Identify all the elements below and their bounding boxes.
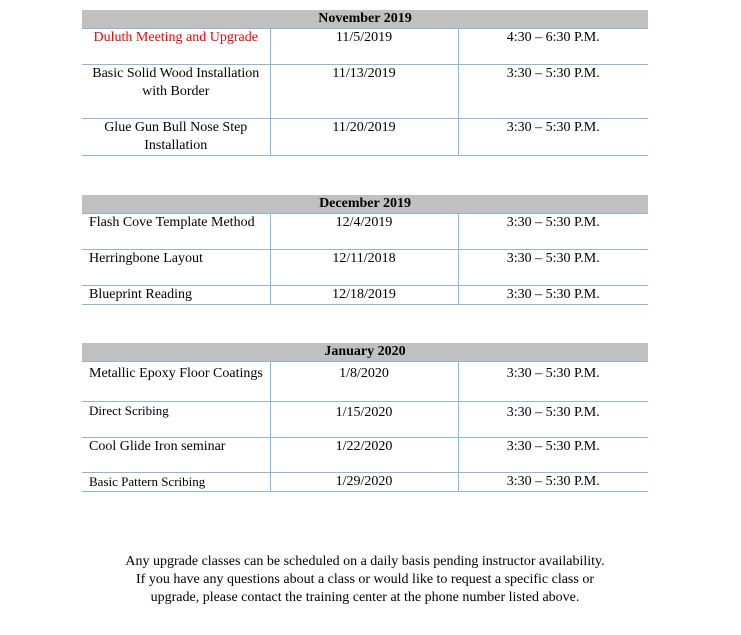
table-row: [82, 438, 648, 473]
class-name: Blueprint Reading: [82, 286, 270, 305]
class-name: Direct Scribing: [82, 402, 270, 438]
class-name: Metallic Epoxy Floor Coatings: [82, 362, 270, 402]
table-row: [82, 250, 648, 286]
table-row: [82, 286, 648, 305]
table-header-december: December 2019: [82, 195, 648, 214]
class-date: 12/4/2019: [270, 214, 458, 250]
december-2019-table: [82, 195, 648, 305]
january-2020-table: [82, 343, 648, 492]
table-row: [82, 29, 648, 65]
class-name: Herringbone Layout: [82, 250, 270, 286]
table-row: [82, 119, 648, 156]
class-time: 3:30 – 5:30 P.M.: [458, 286, 648, 305]
class-time: 3:30 – 5:30 P.M.: [458, 473, 648, 492]
class-name: Cool Glide Iron seminar: [82, 438, 270, 473]
class-time: 3:30 – 5:30 P.M.: [458, 402, 648, 438]
class-time: 3:30 – 5:30 P.M.: [458, 362, 648, 402]
class-time: 3:30 – 5:30 P.M.: [458, 250, 648, 286]
footer-line: If you have any questions about a class or would like to request a specific class or: [136, 572, 594, 587]
class-date: 1/22/2020: [270, 438, 458, 473]
class-name: Flash Cove Template Method: [82, 214, 270, 250]
class-date: 11/5/2019: [270, 29, 458, 65]
footer-line: upgrade, please contact the training center at the phone number listed above.: [150, 590, 580, 605]
class-time: 3:30 – 5:30 P.M.: [458, 214, 648, 250]
table-header-january: January 2020: [82, 343, 648, 362]
class-name: Glue Gun Bull Nose Step Installation: [82, 119, 270, 156]
table-row: [82, 402, 648, 438]
class-date: 1/8/2020: [270, 362, 458, 402]
class-date: 1/29/2020: [270, 473, 458, 492]
class-name: Basic Pattern Scribing: [82, 473, 270, 492]
table-row: [82, 65, 648, 119]
table-row: [82, 214, 648, 250]
table-row: [82, 362, 648, 402]
footer-note: [82, 553, 648, 607]
november-2019-table: [82, 10, 648, 156]
class-time: 4:30 – 6:30 P.M.: [458, 29, 648, 65]
class-date: 1/15/2020: [270, 402, 458, 438]
class-time: 3:30 – 5:30 P.M.: [458, 438, 648, 473]
class-date: 11/13/2019: [270, 65, 458, 119]
class-date: 12/11/2018: [270, 250, 458, 286]
class-time: 3:30 – 5:30 P.M.: [458, 119, 648, 156]
class-date: 12/18/2019: [270, 286, 458, 305]
table-row: [82, 473, 648, 492]
table-header-november: November 2019: [82, 10, 648, 29]
class-name: Duluth Meeting and Upgrade: [82, 29, 270, 65]
class-date: 11/20/2019: [270, 119, 458, 156]
class-time: 3:30 – 5:30 P.M.: [458, 65, 648, 119]
footer-line: Any upgrade classes can be scheduled on a daily basis pending instructor availability.: [125, 554, 605, 569]
class-name: Basic Solid Wood Installation with Border: [82, 65, 270, 119]
